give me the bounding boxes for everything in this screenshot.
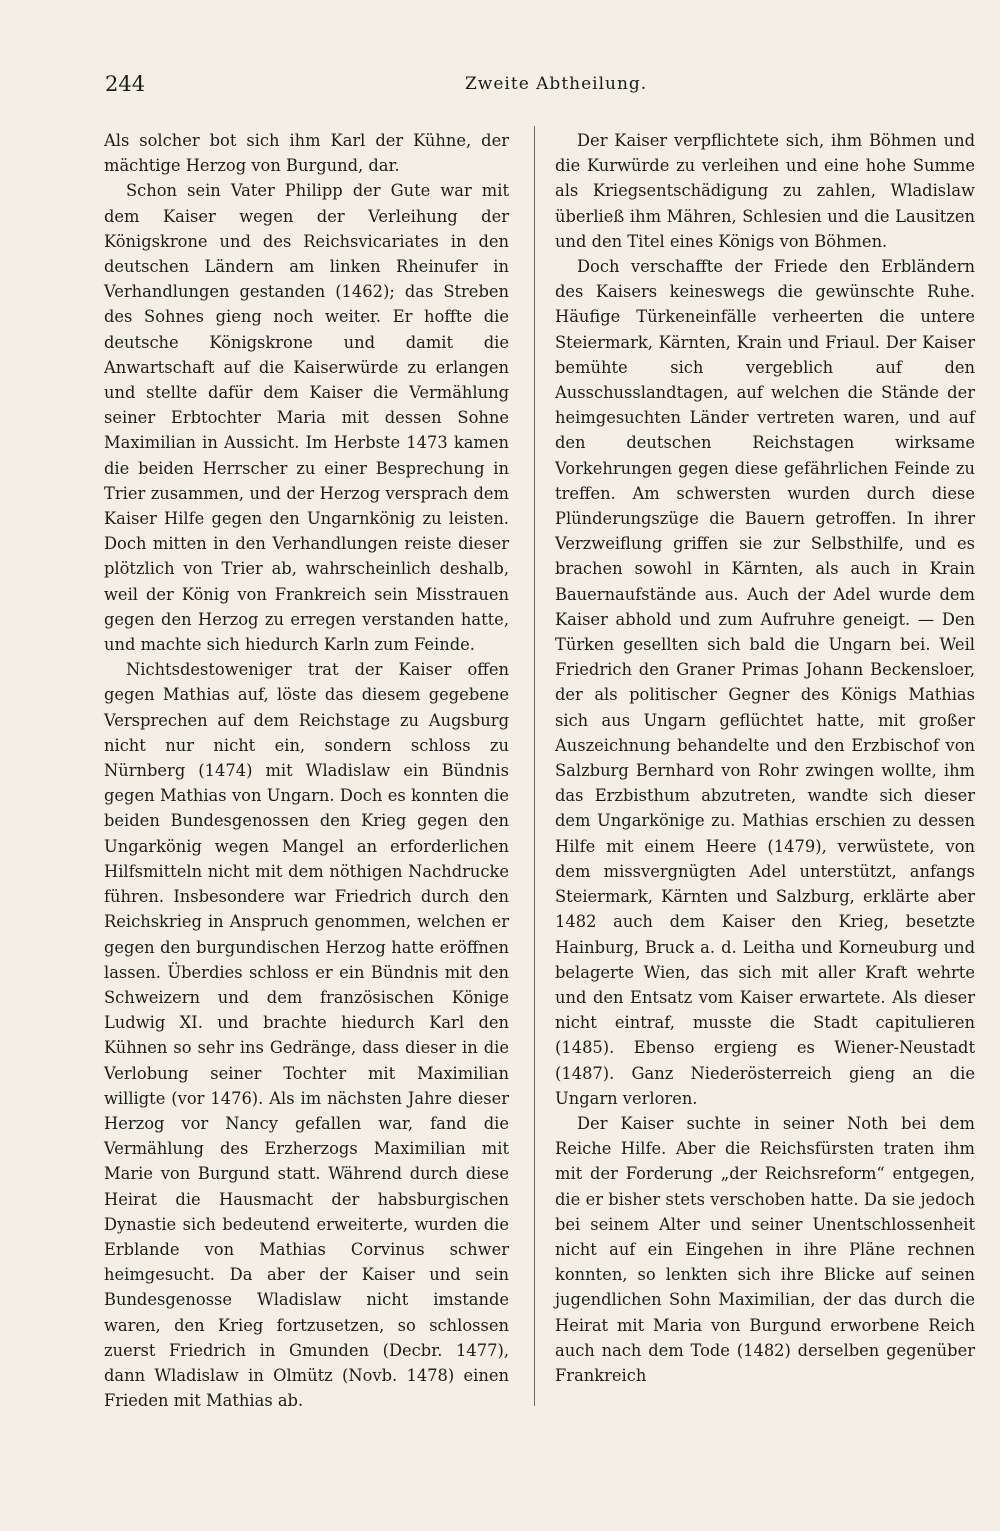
page-number: 244 [105, 72, 146, 96]
running-title: Zweite Abtheilung. [465, 74, 648, 94]
right-paragraph-2: Doch verschaffte der Friede den Erbländern des Kaisers keineswegs die gewünschte Ruhe. Häufige Türkeneinfälle verheerten die untere Steiermark, Kärnten, Krain und Friaul. Der Kaiser bemühte sich vergeblich auf den Ausschusslandtagen, auf welchen die Stände der heimgesuchten Länder vertreten waren, und auf den deutschen Reichstagen wirksame Vorkehrungen gegen diese gefährlichen Feinde zu treffen. Am schwersten wurden durch diese Plünderungszüge die Bauern getroffen. In ihrer Verzweiflung griffen sie zur Selbsthilfe, und es brachen sowohl in Kärnten, als auch in Krain Bauernaufstände aus. Auch der Adel wurde dem Kaiser abhold und zum Aufruhre geneigt. — Den Türken gesellten sich bald die Ungarn bei. Weil Friedrich den Graner Primas Johann Beckensloer, der als politischer Gegner des Königs Mathias sich aus Ungarn geflüchtet hatte, mit großer Auszeichnung behandelte und den Erzbischof von Salzburg Bernhard von Rohr zwingen wollte, ihm das Erzbisthum abzutreten, wandte sich dieser dem Ungarkönige zu. Mathias erschien zu dessen Hilfe mit einem Heere (1479), verwüstete, von dem missvergnügten Adel unterstützt, anfangs Steiermark, Kärnten und Salzburg, erklärte aber 1482 auch dem Kaiser den Krieg, besetzte Hainburg, Bruck a. d. Leitha und Korneuburg und belagerte Wien, das sich mit aller Kraft wehrte und den Entsatz vom Kaiser erwartete. Als dieser nicht eintraf, musste die Stadt capitulieren (1485). Ebenso ergieng es Wiener-Neustadt (1487). Ganz Niederösterreich gieng an die Ungarn verloren. [555, 257, 975, 1108]
left-paragraph-2: Schon sein Vater Philipp der Gute war mit dem Kaiser wegen der Verleihung der Königskrone und des Reichsvicariates in den deutschen Ländern am linken Rheinufer in Verhandlungen gestanden (1462); das Streben des Sohnes gieng noch weiter. Er hoffte die deutsche Königskrone und damit die Anwartschaft auf die Kaiserwürde zu erlangen und stellte dafür dem Kaiser die Vermählung seiner Erbtochter Maria mit dessen Sohne Maximilian in Aussicht. Im Herbste 1473 kamen die beiden Herrscher zu einer Besprechung in Trier zusammen, und der Herzog versprach dem Kaiser Hilfe gegen den Ungarnkönig zu leisten. Doch mitten in den Verhandlungen reiste dieser plötzlich von Trier ab, wahrscheinlich deshalb, weil der König von Frankreich sein Misstrauen gegen den Herzog zu erregen verstanden hatte, und machte sich hiedurch Karln zum Feinde. [104, 181, 509, 655]
left-paragraph-3: Nichtsdestoweniger trat der Kaiser offen gegen Mathias auf, löste das diesem gegebene Versprechen auf dem Reichstage zu Augsburg nicht nur nicht ein, sondern schloss zu Nürnberg (1474) mit Wladislaw ein Bündnis gegen Mathias von Ungarn. Doch es konnten die beiden Bundesgenossen den Krieg gegen den Ungarkönig wegen Mangel an erforderlichen Hilfsmitteln nicht mit dem nöthigen Nachdrucke führen. Insbesondere war Friedrich durch den Reichskrieg in Anspruch genommen, welchen er gegen den burgundischen Herzog hatte eröffnen lassen. Überdies schloss er ein Bündnis mit den Schweizern und dem französischen Könige Ludwig XI. und brachte hiedurch Karl den Kühnen so sehr ins Gedränge, dass dieser in die Verlobung seiner Tochter mit Maximilian willigte (vor 1476). Als im nächsten Jahre dieser Herzog vor Nancy gefallen war, fand die Vermählung des Erzherzogs Maximilian mit Marie von Burgund statt. Während durch diese Heirat die Hausmacht der habsburgischen Dynastie sich bedeutend erweiterte, wurden die Erblande von Mathias Corvinus schwer heimgesucht. Da aber der Kaiser und sein Bundesgenosse Wladislaw nicht imstande waren, den Krieg fortzusetzen, so schlossen zuerst Friedrich in Gmunden (Decbr. 1477), dann Wladislaw in Olmütz (Novb. 1478) einen Frieden mit Mathias ab. [104, 660, 509, 1411]
left-paragraph-1: Als solcher bot sich ihm Karl der Kühne, der mächtige Herzog von Burgund, dar. [104, 131, 509, 176]
right-paragraph-3: Der Kaiser suchte in seiner Noth bei dem Reiche Hilfe. Aber die Reichsfürsten traten ihm mit der Forderung „der Reichsreform“ entgegen, die er bisher stets verschoben hatte. Da sie jedoch bei seinem Alter und seiner Unentschlossenheit nicht auf ein Eingehen in ihre Pläne rechnen konnten, so lenkten sich ihre Blicke auf seinen jugendlichen Sohn Maximilian, der das durch die Heirat mit Maria von Burgund erworbene Reich auch nach dem Tode (1482) derselben gegenüber Frankreich [555, 1113, 975, 1385]
page-header [105, 72, 975, 106]
right-paragraph-1: Der Kaiser verpflichtete sich, ihm Böhmen und die Kurwürde zu verleihen und eine hohe Summe als Kriegsentschädigung zu zahlen, Wladislaw überließ ihm Mähren, Schlesien und die Lausitzen und den Titel eines Königs von Böhmen. [555, 131, 975, 251]
left-column [104, 128, 509, 1413]
right-column [555, 128, 975, 1388]
column-divider [534, 126, 535, 1406]
